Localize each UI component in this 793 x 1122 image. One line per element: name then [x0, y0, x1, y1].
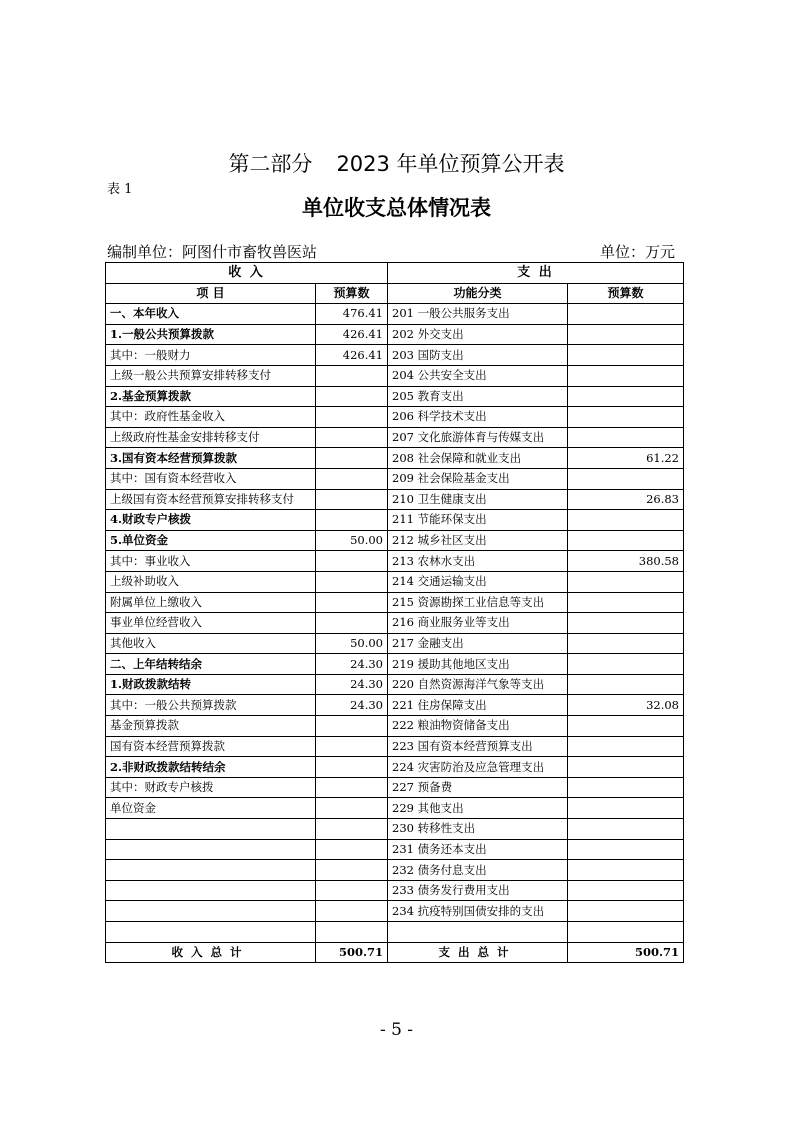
income-item: 4.财政专户核拨	[106, 510, 316, 531]
income-budget-value	[316, 551, 388, 572]
table-row	[106, 304, 684, 325]
income-header: 收 入	[106, 263, 388, 284]
expense-function-item: 212 城乡社区支出	[388, 530, 568, 551]
table-row	[106, 386, 684, 407]
income-budget-value: 50.00	[316, 633, 388, 654]
income-budget-value: 476.41	[316, 304, 388, 325]
table-row	[106, 901, 684, 922]
income-budget-value	[316, 613, 388, 634]
table-row	[106, 819, 684, 840]
income-budget-value	[316, 510, 388, 531]
expense-function-item: 229 其他支出	[388, 798, 568, 819]
expense-budget-value	[568, 571, 684, 592]
income-item: 其中：一般公共预算拨款	[106, 695, 316, 716]
table-row	[106, 839, 684, 860]
income-budget-value	[316, 757, 388, 778]
table-row	[106, 674, 684, 695]
income-budget-value	[316, 839, 388, 860]
table-row	[106, 777, 684, 798]
table-number: 表 1	[107, 182, 133, 197]
expense-function-item: 209 社会保险基金支出	[388, 468, 568, 489]
expense-function-item: 232 债务付息支出	[388, 860, 568, 881]
table-row	[106, 365, 684, 386]
income-item: 其中：政府性基金收入	[106, 407, 316, 428]
expense-budget-value	[568, 654, 684, 675]
expense-function-item: 217 金融支出	[388, 633, 568, 654]
expense-budget-value	[568, 304, 684, 325]
expense-function-item: 202 外交支出	[388, 324, 568, 345]
expense-budget-value	[568, 592, 684, 613]
income-item: 3.国有资本经营预算拨款	[106, 448, 316, 469]
expense-function-item: 222 粮油物资储备支出	[388, 716, 568, 737]
table-row	[106, 633, 684, 654]
income-item: 5.单位资金	[106, 530, 316, 551]
document-title: 单位收支总体情况表	[302, 196, 491, 220]
income-item: 其中：财政专户核拨	[106, 777, 316, 798]
income-budget-value: 426.41	[316, 324, 388, 345]
income-budget-value: 24.30	[316, 695, 388, 716]
table-row	[106, 860, 684, 881]
income-budget-value	[316, 571, 388, 592]
expense-budget-value	[568, 386, 684, 407]
table-row	[106, 345, 684, 366]
income-budget-value	[316, 736, 388, 757]
income-budget-value	[316, 386, 388, 407]
income-budget-value	[316, 860, 388, 881]
expense-function-item: 216 商业服务业等支出	[388, 613, 568, 634]
expense-function-item: 206 科学技术支出	[388, 407, 568, 428]
income-item: 单位资金	[106, 798, 316, 819]
income-item: 二、上年结转结余	[106, 654, 316, 675]
income-item: 2.非财政拨款结转结余	[106, 757, 316, 778]
table-row	[106, 489, 684, 510]
income-item: 2.基金预算拨款	[106, 386, 316, 407]
expense-budget-value	[568, 674, 684, 695]
table-row	[106, 654, 684, 675]
income-item	[106, 922, 316, 943]
income-item: 上级补助收入	[106, 571, 316, 592]
header-row-sub	[106, 283, 684, 304]
expense-function-item: 215 资源勘探工业信息等支出	[388, 592, 568, 613]
expense-total-value: 500.71	[568, 942, 684, 963]
income-budget-value	[316, 407, 388, 428]
expense-function-item: 210 卫生健康支出	[388, 489, 568, 510]
expense-budget-value	[568, 345, 684, 366]
income-item	[106, 880, 316, 901]
expense-function-item: 223 国有资本经营预算支出	[388, 736, 568, 757]
table-row	[106, 427, 684, 448]
page-number: - 5 -	[379, 1020, 414, 1040]
expense-budget-value	[568, 365, 684, 386]
expense-total-label: 支出总计	[388, 942, 568, 963]
expense-budget-value	[568, 324, 684, 345]
income-budget-value	[316, 798, 388, 819]
expense-function-item: 227 预备费	[388, 777, 568, 798]
income-item: 事业单位经营收入	[106, 613, 316, 634]
table-row	[106, 736, 684, 757]
expense-budget-value: 380.58	[568, 551, 684, 572]
expense-budget-value: 32.08	[568, 695, 684, 716]
expense-function-item: 205 教育支出	[388, 386, 568, 407]
table-row	[106, 716, 684, 737]
income-item: 其中：事业收入	[106, 551, 316, 572]
income-budget-value	[316, 427, 388, 448]
expense-function-item: 207 文化旅游体育与传媒支出	[388, 427, 568, 448]
expense-function-item: 201 一般公共服务支出	[388, 304, 568, 325]
income-budget-value: 24.30	[316, 654, 388, 675]
currency-unit: 单位：万元	[599, 243, 675, 261]
expense-budget-value	[568, 736, 684, 757]
expense-budget-value	[568, 407, 684, 428]
income-item: 其他收入	[106, 633, 316, 654]
expense-budget-value: 26.83	[568, 489, 684, 510]
compiling-unit: 编制单位：阿图什市畜牧兽医站	[107, 243, 318, 261]
expense-function-item: 234 抗疫特别国债安排的支出	[388, 901, 568, 922]
income-item: 其中：一般财力	[106, 345, 316, 366]
income-item: 1.财政拨款结转	[106, 674, 316, 695]
expense-budget-value	[568, 633, 684, 654]
income-item: 上级政府性基金安排转移支付	[106, 427, 316, 448]
expense-function-item: 224 灾害防治及应急管理支出	[388, 757, 568, 778]
income-item: 1.一般公共预算拨款	[106, 324, 316, 345]
expense-function-item: 208 社会保障和就业支出	[388, 448, 568, 469]
header-row-main	[106, 263, 684, 284]
income-item	[106, 819, 316, 840]
expense-budget-value: 61.22	[568, 448, 684, 469]
expense-function-item: 203 国防支出	[388, 345, 568, 366]
expense-budget-value	[568, 468, 684, 489]
income-budget-value	[316, 468, 388, 489]
table-row	[106, 798, 684, 819]
expense-budget-value	[568, 777, 684, 798]
item-header: 项 目	[106, 283, 316, 304]
expense-function-item: 214 交通运输支出	[388, 571, 568, 592]
expense-header: 支 出	[388, 263, 684, 284]
table-row	[106, 324, 684, 345]
part-name: 2023 年单位预算公开表	[336, 152, 565, 176]
income-item: 上级国有资本经营预算安排转移支付	[106, 489, 316, 510]
expense-budget-value	[568, 757, 684, 778]
expense-budget-value	[568, 427, 684, 448]
income-item	[106, 839, 316, 860]
income-item: 基金预算拨款	[106, 716, 316, 737]
function-class-header: 功能分类	[388, 283, 568, 304]
table-row	[106, 468, 684, 489]
income-budget-value	[316, 880, 388, 901]
expense-budget-value	[568, 510, 684, 531]
expense-budget-value	[568, 798, 684, 819]
expense-budget-value	[568, 880, 684, 901]
expense-function-item: 219 援助其他地区支出	[388, 654, 568, 675]
table-row	[106, 448, 684, 469]
expense-function-item: 220 自然资源海洋气象等支出	[388, 674, 568, 695]
income-budget-header: 预算数	[316, 283, 388, 304]
income-budget-value	[316, 365, 388, 386]
income-total-label: 收入总计	[106, 942, 316, 963]
expense-function-item: 231 债务还本支出	[388, 839, 568, 860]
expense-function-item: 233 债务发行费用支出	[388, 880, 568, 901]
budget-table	[105, 262, 684, 963]
part-label: 第二部分	[228, 152, 313, 176]
expense-function-item: 204 公共安全支出	[388, 365, 568, 386]
income-budget-value	[316, 448, 388, 469]
expense-budget-value	[568, 839, 684, 860]
income-budget-value	[316, 819, 388, 840]
expense-function-item: 221 住房保障支出	[388, 695, 568, 716]
table-row	[106, 510, 684, 531]
table-row	[106, 695, 684, 716]
income-item: 一、本年收入	[106, 304, 316, 325]
income-budget-value	[316, 777, 388, 798]
table-row	[106, 592, 684, 613]
income-budget-value	[316, 592, 388, 613]
income-item: 国有资本经营预算拨款	[106, 736, 316, 757]
expense-function-item: 211 节能环保支出	[388, 510, 568, 531]
income-item: 附属单位上缴收入	[106, 592, 316, 613]
expense-budget-value	[568, 716, 684, 737]
table-row	[106, 613, 684, 634]
income-budget-value	[316, 716, 388, 737]
income-item: 上级一般公共预算安排转移支付	[106, 365, 316, 386]
income-item: 其中：国有资本经营收入	[106, 468, 316, 489]
table-row	[106, 922, 684, 943]
income-item	[106, 860, 316, 881]
table-row	[106, 571, 684, 592]
income-budget-value: 24.30	[316, 674, 388, 695]
table-row	[106, 530, 684, 551]
income-budget-value	[316, 901, 388, 922]
total-row	[106, 942, 684, 963]
income-budget-value	[316, 489, 388, 510]
table-row	[106, 407, 684, 428]
expense-budget-value	[568, 922, 684, 943]
expense-budget-value	[568, 819, 684, 840]
income-total-value: 500.71	[316, 942, 388, 963]
income-budget-value: 50.00	[316, 530, 388, 551]
table-row	[106, 880, 684, 901]
income-budget-value	[316, 922, 388, 943]
income-item	[106, 901, 316, 922]
table-row	[106, 551, 684, 572]
expense-budget-value	[568, 901, 684, 922]
expense-function-item: 230 转移性支出	[388, 819, 568, 840]
table-row	[106, 757, 684, 778]
income-budget-value: 426.41	[316, 345, 388, 366]
expense-budget-value	[568, 613, 684, 634]
expense-budget-value	[568, 860, 684, 881]
expense-budget-header: 预算数	[568, 283, 684, 304]
expense-budget-value	[568, 530, 684, 551]
expense-function-item	[388, 922, 568, 943]
part-title	[0, 148, 793, 178]
expense-function-item: 213 农林水支出	[388, 551, 568, 572]
